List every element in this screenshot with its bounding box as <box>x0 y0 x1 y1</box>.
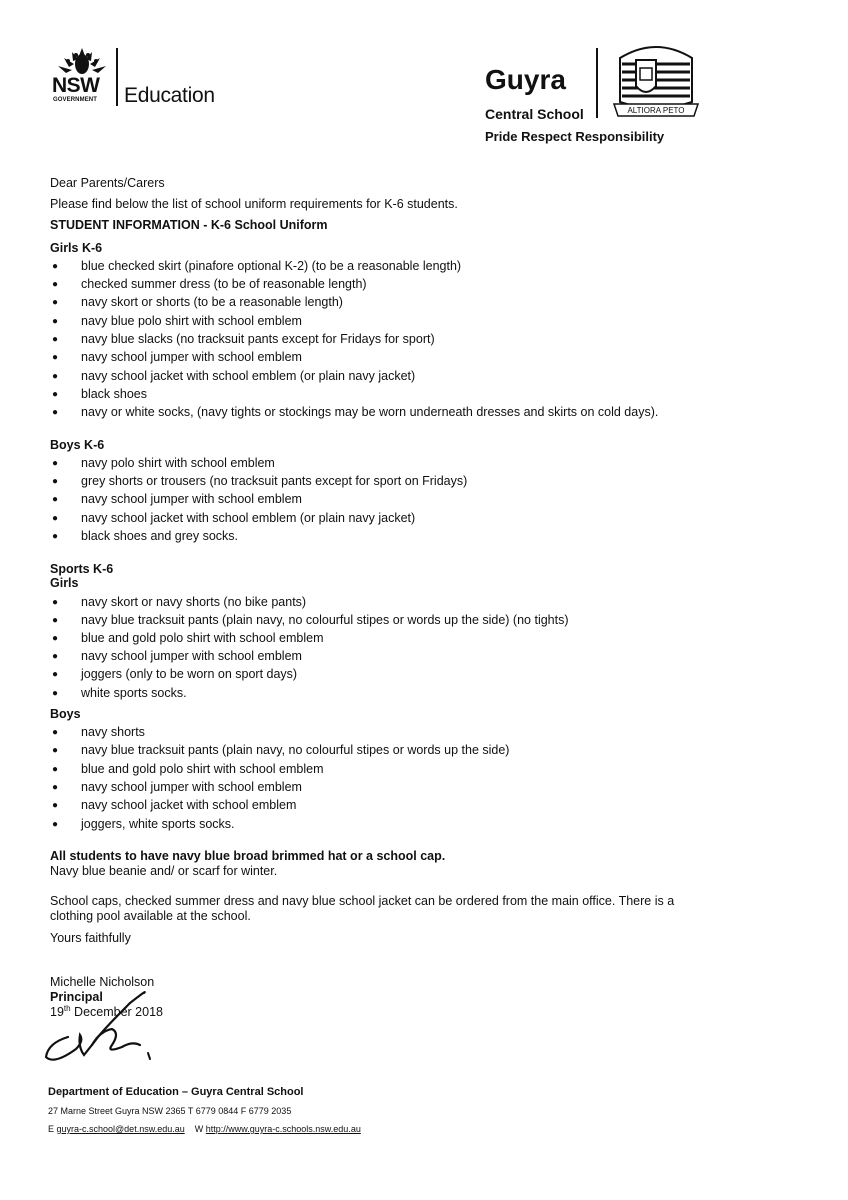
list-item: navy skort or shorts (to be a reasonable length) <box>81 295 343 309</box>
email-link[interactable]: guyra-c.school@det.nsw.edu.au <box>56 1124 185 1134</box>
list-item: navy blue tracksuit pants (plain navy, no colourful stipes or words up the side) <box>81 743 510 757</box>
closing: Yours faithfully <box>50 931 131 945</box>
list-item: navy school jumper with school emblem <box>81 780 302 794</box>
bullet: ● <box>52 352 59 363</box>
footer-contact: E guyra-c.school@det.nsw.edu.au W http://www.guyra-c.schools.nsw.edu.au <box>48 1124 361 1134</box>
bullet: ● <box>52 458 59 469</box>
bullet: ● <box>52 334 59 345</box>
bullet: ● <box>52 297 59 308</box>
list-item: navy shorts <box>81 725 145 739</box>
list-item: navy skort or navy shorts (no bike pants) <box>81 595 307 609</box>
order-note-line-2: clothing pool available at the school. <box>50 909 251 923</box>
list-item: navy school jumper with school emblem <box>81 350 302 364</box>
signatory-name: Michelle Nicholson <box>50 975 155 989</box>
list-item: navy blue tracksuit pants (plain navy, no colourful stipes or words up the side) (no tights) <box>81 613 569 627</box>
list-item: navy blue polo shirt with school emblem <box>81 314 302 328</box>
letter-date: 19th December 2018 <box>50 1003 163 1019</box>
bullet: ● <box>52 279 59 290</box>
list-item: white sports socks. <box>81 686 187 700</box>
boys-heading: Boys K-6 <box>50 438 105 452</box>
list-item: joggers (only to be worn on sport days) <box>81 667 298 681</box>
list-item: navy school jumper with school emblem <box>81 492 302 506</box>
nsw-education-logo <box>50 46 230 110</box>
list-item: navy blue slacks (no tracksuit pants except for Fridays for sport) <box>81 332 435 346</box>
bullet: ● <box>52 688 59 699</box>
list-item: grey shorts or trousers (no tracksuit pants except for sport on Fridays) <box>81 474 468 488</box>
education-label: Education <box>124 84 215 107</box>
list-item: joggers, white sports socks. <box>81 817 235 831</box>
bullet: ● <box>52 316 59 327</box>
section-heading: STUDENT INFORMATION - K-6 School Uniform <box>50 218 328 232</box>
bullet: ● <box>52 633 59 644</box>
bullet: ● <box>52 819 59 830</box>
bullet: ● <box>52 727 59 738</box>
list-item: checked summer dress (to be of reasonable length) <box>81 277 367 291</box>
nsw-wordmark: NSW <box>52 74 100 97</box>
bullet: ● <box>52 261 59 272</box>
list-item: navy or white socks, (navy tights or stockings may be worn underneath dresses and skirts on cold days). <box>81 405 659 419</box>
list-item: blue checked skirt (pinafore optional K-2) (to be a reasonable length) <box>81 259 462 273</box>
school-divider <box>596 48 598 118</box>
winter-note: Navy blue beanie and/ or scarf for winter. <box>50 864 278 878</box>
bullet: ● <box>52 615 59 626</box>
list-item: black shoes and grey socks. <box>81 529 239 543</box>
school-identity <box>480 40 810 150</box>
bullet: ● <box>52 513 59 524</box>
bullet: ● <box>52 371 59 382</box>
waratah-icon <box>54 46 110 76</box>
footer-address: 27 Marne Street Guyra NSW 2365 T 6779 0844 F 6779 2035 <box>48 1106 292 1116</box>
sports-boys-heading: Boys <box>50 707 81 721</box>
list-item: navy polo shirt with school emblem <box>81 456 275 470</box>
bullet: ● <box>52 597 59 608</box>
signatory-role: Principal <box>50 990 103 1004</box>
list-item: black shoes <box>81 387 148 401</box>
bullet: ● <box>52 494 59 505</box>
bullet: ● <box>52 531 59 542</box>
government-label: GOVERNMENT <box>53 97 98 103</box>
bullet: ● <box>52 651 59 662</box>
sports-heading: Sports K-6 <box>50 562 114 576</box>
bullet: ● <box>52 745 59 756</box>
intro-text: Please find below the list of school uniform requirements for K-6 students. <box>50 197 458 211</box>
girls-heading: Girls K-6 <box>50 241 103 255</box>
bullet: ● <box>52 476 59 487</box>
school-subtitle: Central School <box>485 106 584 122</box>
bullet: ● <box>52 764 59 775</box>
hat-note: All students to have navy blue broad brimmed hat or a school cap. <box>50 849 446 863</box>
list-item: navy school jacket with school emblem (or plain navy jacket) <box>81 511 416 525</box>
school-motto: Pride Respect Responsibility <box>485 129 665 144</box>
bullet: ● <box>52 800 59 811</box>
bullet: ● <box>52 389 59 400</box>
list-item: navy school jacket with school emblem <box>81 798 297 812</box>
list-item: blue and gold polo shirt with school emblem <box>81 762 324 776</box>
crest-motto: ALTIORA PETO <box>627 106 685 115</box>
bullet: ● <box>52 782 59 793</box>
greeting: Dear Parents/Carers <box>50 176 165 190</box>
website-link[interactable]: http://www.guyra-c.schools.nsw.edu.au <box>205 1124 361 1134</box>
signature <box>40 985 170 1070</box>
list-item: blue and gold polo shirt with school emblem <box>81 631 324 645</box>
school-crest-icon <box>610 40 702 132</box>
school-name: Guyra <box>485 64 566 95</box>
footer-title: Department of Education – Guyra Central School <box>48 1086 304 1098</box>
bullet: ● <box>52 669 59 680</box>
logo-divider <box>116 48 118 106</box>
order-note-line-1: School caps, checked summer dress and navy blue school jacket can be ordered from the main office. There is a <box>50 894 675 908</box>
sports-girls-heading: Girls <box>50 576 79 590</box>
list-item: navy school jumper with school emblem <box>81 649 302 663</box>
bullet: ● <box>52 407 59 418</box>
list-item: navy school jacket with school emblem (or plain navy jacket) <box>81 369 416 383</box>
